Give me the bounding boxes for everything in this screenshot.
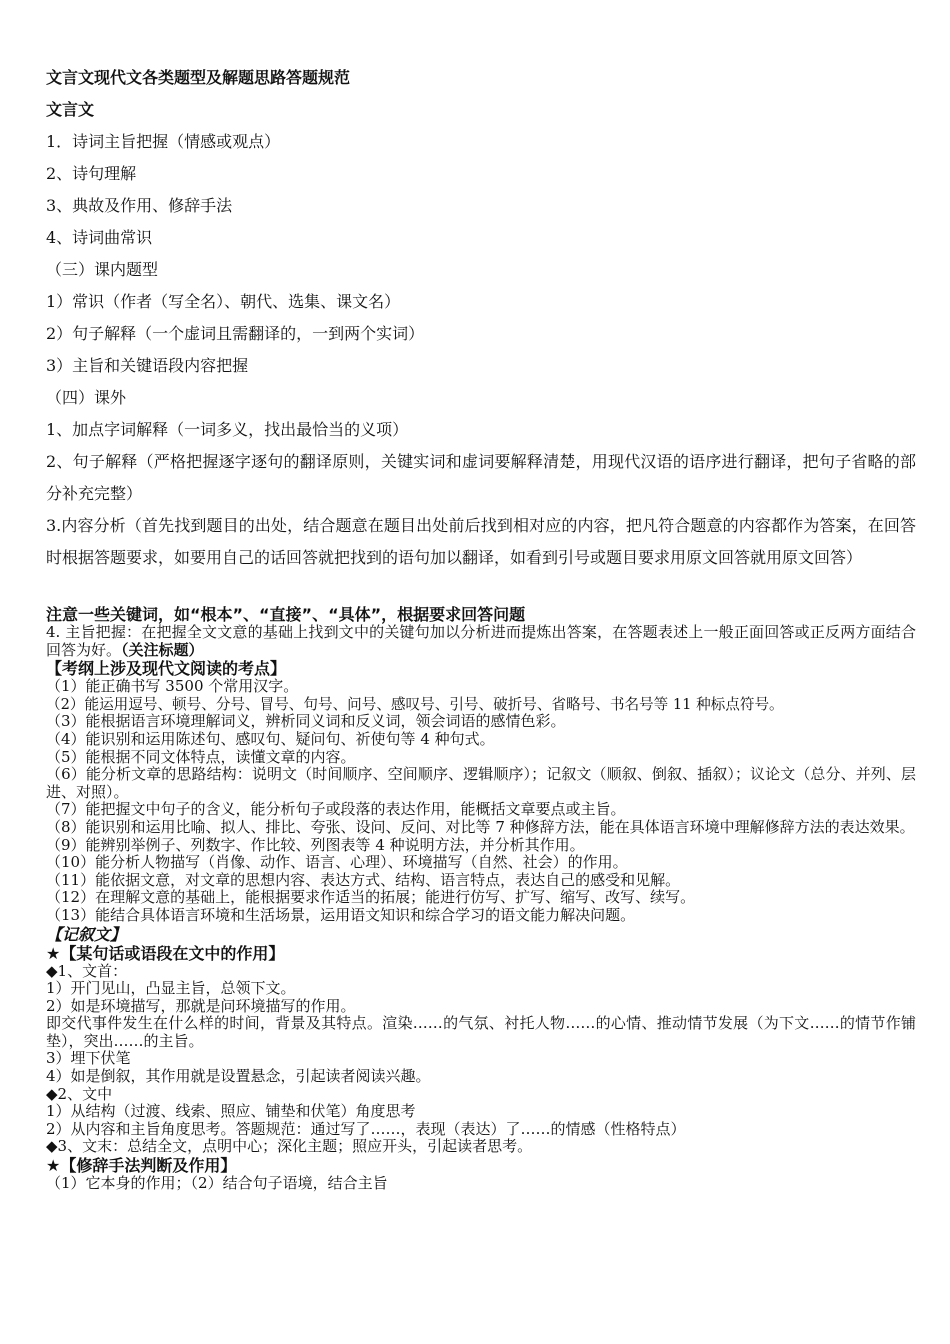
exam-point: （1）能正确书写 3500 个常用汉字。 [46, 677, 299, 696]
exam-point: （2）能运用逗号、顿号、分号、冒号、句号、问号、感叹号、引号、破折号、省略号、书名号等 11 种标点符号。 [46, 695, 784, 713]
role-line: ◆1、文首： [46, 961, 128, 980]
theme-text: 4. 主旨把握：在把握全文文意的基础上找到文中的关键句加以分析进而提炼出答案，在答题表述上一般正面回答或正反两方面结合回答为好。 [46, 623, 916, 659]
theme-emphasis: （关注标题） [121, 640, 204, 659]
rhetoric-heading: ★【修辞手法判断及作用】 [46, 1156, 237, 1176]
exam-heading: 【考纲上涉及现代文阅读的考点】 [46, 659, 287, 679]
exam-point: （12）在理解文意的基础上，能根据要求作适当的拓展；能进行仿写、扩写、缩写、改写、续写。 [46, 888, 696, 907]
exam-point: （9）能辨别举例子、列数字、作比较、列图表等 4 种说明方法，并分析其作用。 [46, 835, 585, 854]
list-item: 1．诗词主旨把握（情感或观点） [46, 132, 281, 151]
role-heading: ★【某句话或语段在文中的作用】 [46, 943, 285, 963]
role-line: 2）从内容和主旨角度思考。答题规范：通过写了……，表现（表达）了……的情感（性格特点） [46, 1119, 686, 1138]
paragraph-theme [46, 624, 916, 659]
exam-point: （7）能把握文中句子的含义，能分析句子或段落的表达作用，能概括文章要点或主旨。 [46, 800, 626, 819]
role-line: 1）开门见山，凸显主旨，总领下文。 [46, 979, 296, 998]
keyword-note: 注意一些关键词，如“根本”、“直接”、“具体”，根据要求回答问题 [46, 605, 526, 624]
role-line: 3）埋下伏笔 [46, 1049, 131, 1068]
role-line: ◆2、文中 [46, 1084, 113, 1103]
exam-point: （6）能分析文章的思路结构：说明文（时间顺序、空间顺序、逻辑顺序）；记叙文（顺叙、倒叙、插叙）；议论文（总分、并列、层进、对照）。 [46, 765, 916, 801]
list-item: （三）课内题型 [46, 260, 159, 279]
exam-point: （8）能识别和运用比喻、拟人、排比、夸张、设问、反问、对比等 7 种修辞方法，能在具体语言环境中理解修辞方法的表达效果。 [46, 817, 915, 836]
role-paragraph: 即交代事件发生在什么样的时间，背景及其特点。渲染……的气氛、衬托人物……的心情、推动情节发展（为下文……的情节作铺垫），突出……的主旨。 [46, 1014, 916, 1050]
narrative-heading: 【记叙文】 [46, 924, 127, 944]
paragraph-content-analysis: 3.内容分析（首先找到题目的出处，结合题意在题目出处前后找到相对应的内容，把凡符合题意的内容都作为答案，在回答时根据答题要求，如要用自己的话回答就把找到的语句加以翻译，如看到引号或题目要求用原文回答就用原文回答） [46, 516, 916, 567]
document-title: 文言文现代文各类题型及解题思路答题规范 [46, 68, 351, 87]
list-item: 2、诗句理解 [46, 164, 137, 183]
exam-point: （5）能根据不同文体特点，读懂文章的内容。 [46, 747, 356, 766]
rhetoric-line: （1）它本身的作用；（2）结合句子语境，结合主旨 [46, 1174, 388, 1193]
role-line: ◆3、文末：总结全文，点明中心；深化主题；照应开头，引起读者思考。 [46, 1137, 533, 1156]
list-item: 3）主旨和关键语段内容把握 [46, 356, 249, 375]
list-item: （四）课外 [46, 388, 127, 407]
role-line: 1）从结构（过渡、线索、照应、铺垫和伏笔）角度思考 [46, 1102, 416, 1121]
heading-classical: 文言文 [46, 100, 95, 119]
list-item: 4、诗词曲常识 [46, 228, 153, 247]
section-modern-reading [46, 605, 916, 1193]
section-classical-chinese [46, 62, 916, 574]
role-line: 2）如是环境描写，那就是问环境描写的作用。 [46, 996, 356, 1015]
paragraph-sentence-explain: 2、句子解释（严格把握逐字逐句的翻译原则，关键实词和虚词要解释清楚，用现代汉语的语序进行翻译，把句子省略的部分补充完整） [46, 452, 916, 503]
exam-point: （3）能根据语言环境理解词义，辨析同义词和反义词，领会词语的感情色彩。 [46, 712, 566, 731]
list-item: 3、典故及作用、修辞手法 [46, 196, 233, 215]
exam-point: （4）能识别和运用陈述句、感叹句、疑问句、祈使句等 4 种句式。 [46, 729, 495, 748]
list-item: 2）句子解释（一个虚词且需翻译的，一到两个实词） [46, 324, 425, 343]
role-line: 4）如是倒叙，其作用就是设置悬念，引起读者阅读兴趣。 [46, 1067, 431, 1086]
exam-point: （11）能依据文意，对文章的思想内容、表达方式、结构、语言特点，表达自己的感受和见解。 [46, 870, 681, 889]
list-item: 1）常识（作者（写全名）、朝代、选集、课文名） [46, 292, 401, 311]
list-item: 1、加点字词解释（一词多义，找出最恰当的义项） [46, 420, 409, 439]
exam-point: （13）能结合具体语言环境和生活场景，运用语文知识和综合学习的语文能力解决问题。 [46, 905, 636, 924]
exam-point: （10）能分析人物描写（肖像、动作、语言、心理）、环境描写（自然、社会）的作用。 [46, 853, 628, 872]
